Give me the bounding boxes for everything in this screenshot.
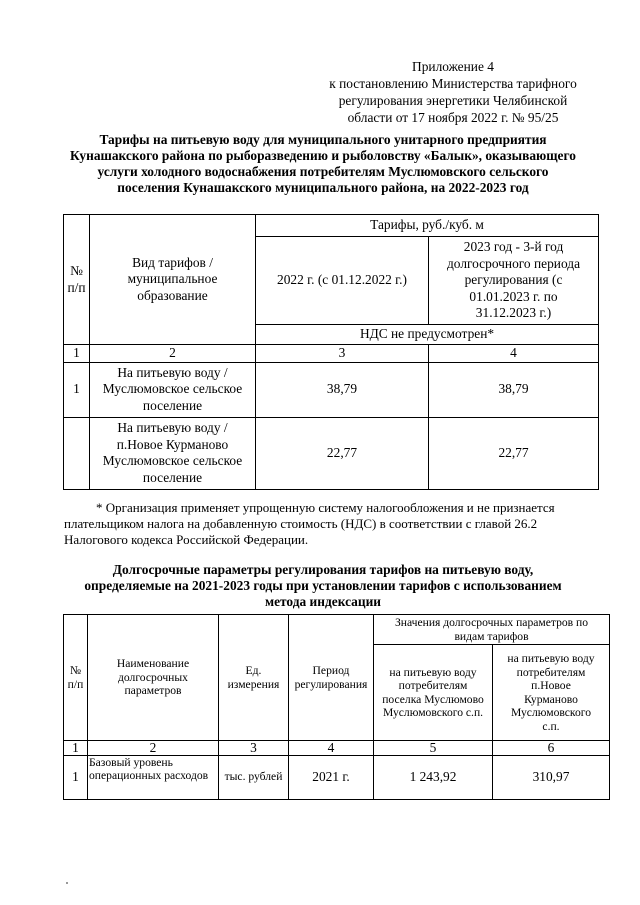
- header-num: № п/п: [64, 215, 90, 345]
- row-unit: тыс. рублей: [219, 755, 289, 799]
- footnote-line: * Организация применяет упрощенную систему налогообложения и не признается: [96, 500, 555, 515]
- footnote-line: Налогового кодекса Российской Федерации.: [64, 532, 309, 547]
- column-number-row: [64, 345, 599, 363]
- title-line: Тарифы на питьевую воду для муниципального унитарного предприятия: [99, 132, 547, 147]
- row-value-2022: 38,79: [256, 362, 429, 417]
- row-value-2023: 38,79: [429, 362, 599, 417]
- row-name: На питьевую воду / Муслюмовское сельское поселение: [90, 362, 256, 417]
- header-parameter-name: Наименование долгосрочных параметров: [88, 615, 219, 741]
- appendix-line: области от 17 ноября 2022 г. № 95/25: [347, 110, 559, 125]
- column-number: 1: [64, 345, 90, 363]
- row-value-2022: 22,77: [256, 417, 429, 489]
- header-col5: на питьевую воду потребителям поселка Муслюмово Муслюмовского с.п.: [374, 645, 493, 741]
- title-line: определяемые на 2021-2023 годы при установлении тарифов с использованием: [84, 578, 562, 593]
- vat-footnote: [64, 500, 596, 548]
- row-parameter-name: Базовый уровень операционных расходов: [88, 755, 219, 799]
- tariff-table-title: [40, 132, 606, 196]
- column-number: 2: [90, 345, 256, 363]
- table-row: [64, 362, 599, 417]
- footnote-line: плательщиком налога на добавленную стоимость (НДС) в соответствии с главой 26.2: [64, 516, 538, 531]
- row-period: 2021 г.: [289, 755, 374, 799]
- header-tariffs: Тарифы, руб./куб. м: [256, 215, 599, 237]
- title-line: услуги холодного водоснабжения потребителям Муслюмовского сельского: [97, 164, 549, 179]
- row-value-2023: 22,77: [429, 417, 599, 489]
- title-line: Кунашакского района по рыборазведению и рыболовству «Балык», оказывающего: [70, 148, 576, 163]
- column-number: 2: [88, 741, 219, 756]
- column-number: 3: [219, 741, 289, 756]
- parameters-table-title: [40, 562, 606, 610]
- appendix-line: к постановлению Министерства тарифного: [329, 76, 577, 91]
- column-number-row: [64, 741, 610, 756]
- title-line: метода индексации: [264, 594, 382, 609]
- row-num: 1: [64, 755, 88, 799]
- column-number: 6: [493, 741, 610, 756]
- header-2023: 2023 год - 3-й год долгосрочного периода регулирования (с 01.01.2023 г. по 31.12.2023 г.): [429, 237, 599, 325]
- row-num: 1: [64, 362, 90, 417]
- row-value-col6: 310,97: [493, 755, 610, 799]
- table-row: [64, 417, 599, 489]
- header-num: № п/п: [64, 615, 88, 741]
- title-line: поселения Кунашакского муниципального района, на 2022-2023 год: [117, 180, 529, 195]
- appendix-line: регулирования энергетики Челябинской: [338, 93, 568, 108]
- header-vat: НДС не предусмотрен*: [256, 325, 599, 345]
- header-tariff-type: Вид тарифов / муниципальное образование: [90, 215, 256, 345]
- row-value-col5: 1 243,92: [374, 755, 493, 799]
- header-values: Значения долгосрочных параметров по видам тарифов: [374, 615, 610, 645]
- column-number: 5: [374, 741, 493, 756]
- column-number: 4: [289, 741, 374, 756]
- header-col6: на питьевую воду потребителям п.Новое Курманово Муслюмовского с.п.: [493, 645, 610, 741]
- column-number: 1: [64, 741, 88, 756]
- row-name: На питьевую воду / п.Новое Курманово Муслюмовское сельское поселение: [90, 417, 256, 489]
- header-unit: Ед. измерения: [219, 615, 289, 741]
- column-number: 3: [256, 345, 429, 363]
- header-period: Период регулирования: [289, 615, 374, 741]
- appendix-line: Приложение 4: [412, 59, 494, 74]
- header-2022: 2022 г. (с 01.12.2022 г.): [256, 237, 429, 325]
- table-row: [64, 755, 610, 799]
- scan-speck: [66, 882, 68, 884]
- row-num: [64, 417, 90, 489]
- tariff-table: [63, 214, 599, 490]
- column-number: 4: [429, 345, 599, 363]
- parameters-table: [63, 614, 610, 800]
- title-line: Долгосрочные параметры регулирования тарифов на питьевую воду,: [112, 562, 534, 577]
- appendix-header: [300, 58, 606, 126]
